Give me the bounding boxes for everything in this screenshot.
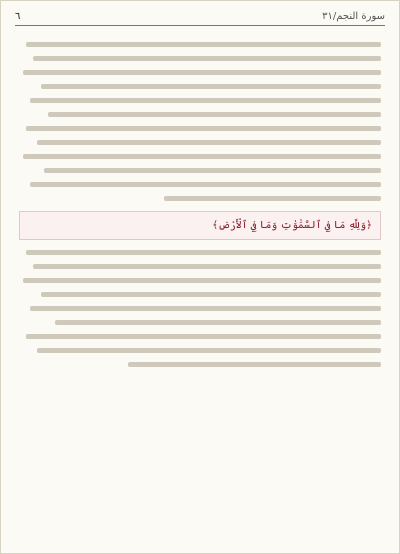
page-body [19,33,381,541]
page-header [15,7,385,25]
text-line-placeholder [41,84,381,89]
running-title: سورة النجم/٣١ [322,10,385,22]
text-line-placeholder [23,278,381,283]
text-line-placeholder [26,250,381,255]
text-line-placeholder [128,362,381,367]
text-line-placeholder [33,264,381,269]
text-line-placeholder [30,306,381,311]
text-line-placeholder [37,348,381,353]
header-rule [15,25,385,26]
text-line-placeholder [26,126,381,131]
verse-text: ﴿وَلِلَّهِ مَا فِي ٱلسَّمَٰوَٰتِ وَمَا فِي ٱلْأَرْضِ﴾ [212,220,372,231]
text-line-placeholder [23,154,381,159]
page-number: ٦ [15,10,21,22]
text-line-placeholder [55,320,381,325]
quran-verse [19,211,381,240]
text-line-placeholder [26,334,381,339]
text-line-placeholder [37,140,381,145]
text-line-placeholder [30,182,381,187]
text-line-placeholder [41,292,381,297]
text-line-placeholder [33,56,381,61]
text-line-placeholder [30,98,381,103]
text-line-placeholder [23,70,381,75]
text-line-placeholder [44,168,381,173]
text-line-placeholder [48,112,381,117]
text-line-placeholder [26,42,381,47]
text-line-placeholder [164,196,381,201]
